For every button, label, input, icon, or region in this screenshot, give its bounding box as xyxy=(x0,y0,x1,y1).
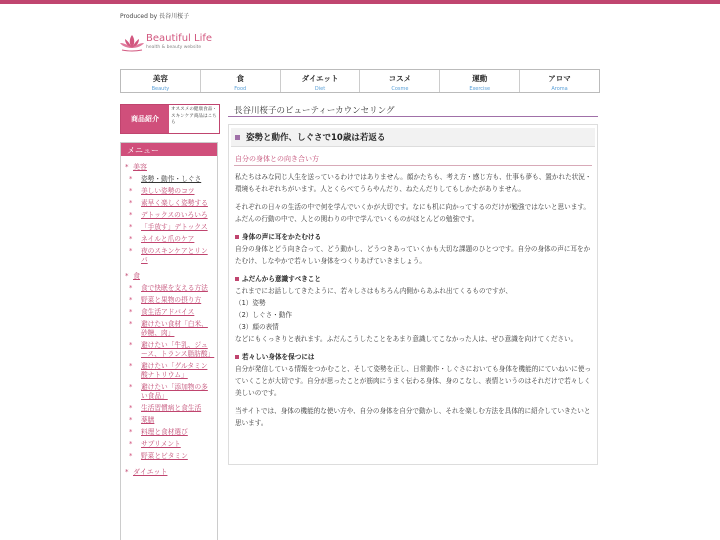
sidebar-category-diet[interactable] xyxy=(125,468,213,477)
sidebar-item-label: 料理と食材選び xyxy=(141,428,188,436)
sidebar-item-label: デトックスのいろいろ xyxy=(141,211,208,219)
category-label: 美容 xyxy=(133,163,147,171)
paragraph: 当サイトでは、身体の機能的な使い方や、自分の身体を自分で動かし、それを楽しむ方法を具体的に紹介していきたいと思います。 xyxy=(235,407,591,427)
subheading-text: 身体の声に耳をかたむける xyxy=(242,233,322,241)
menu-heading: メニュー xyxy=(121,143,217,156)
bullet-icon: * xyxy=(129,247,133,255)
bullet-icon: * xyxy=(129,175,133,183)
list-item: （3）顔の表情 xyxy=(235,323,279,331)
square-icon xyxy=(235,135,240,140)
bullet-icon: * xyxy=(129,235,133,243)
nav-label: 食 xyxy=(236,74,244,83)
bullet-icon: * xyxy=(125,272,129,280)
produced-by: Produced by 長谷川桜子 xyxy=(120,13,190,20)
bullet-icon: * xyxy=(129,296,133,304)
nav-sublabel: Exercise xyxy=(469,86,491,92)
sidebar-item[interactable] xyxy=(129,187,213,196)
list-item: （1）姿勢 xyxy=(235,299,266,307)
sidebar-item-label: 野菜とビタミン xyxy=(141,452,188,460)
nav-sublabel: Cosme xyxy=(391,86,409,92)
nav-sublabel: Aroma xyxy=(551,86,568,92)
bullet-icon: * xyxy=(129,284,133,292)
product-promo-banner[interactable] xyxy=(120,104,220,134)
bullet-icon: * xyxy=(129,452,133,460)
bullet-icon: * xyxy=(125,468,129,476)
product-intro-button[interactable]: 商品紹介 xyxy=(121,105,169,133)
sidebar-item[interactable] xyxy=(129,211,213,220)
sidebar-item[interactable] xyxy=(129,284,213,293)
nav-label: アロマ xyxy=(548,74,571,83)
nav-sublabel: Food xyxy=(234,86,247,92)
subheading xyxy=(234,231,592,243)
nav-label: 美容 xyxy=(152,74,168,83)
logo-title: Beautiful Life xyxy=(146,33,213,44)
sidebar-item[interactable] xyxy=(129,383,213,401)
sidebar-item[interactable] xyxy=(129,199,213,208)
bullet-icon: * xyxy=(129,211,133,219)
paragraph: 自分の身体とどう向き合って、どう動かし、どうつきあっていくかも大切な課題のひとつです。自分の身体の声に耳をかたむけ、しなやかで若々しい身体をつくりあげていきましょう。 xyxy=(235,245,591,265)
subheading xyxy=(234,273,592,285)
paragraph: それぞれの日々の生活の中で何を学んでいくかが大切です。なにも机に向かってするのだけが勉強ではないと思います。ふだんの行動の中で、人との関わりの中で学んでいくものがほとんどの勉強です。 xyxy=(235,203,591,223)
sidebar-item[interactable] xyxy=(129,296,213,305)
paragraph: 私たちはみな同じ人生を送っているわけではありません。顔かたちも、考え方・感じ方も、仕事も夢も、置かれた状況・環境もそれぞれちがいます。人とくらべてうらやんだり、ねたんだりしてもしかたがありません。 xyxy=(235,173,592,193)
bullet-icon: * xyxy=(129,428,133,436)
category-label: ダイエット xyxy=(133,468,168,476)
paragraph: などにもくっきりと表れます。ふだんこうしたことをあまり意識してこなかった人は、ぜひ意識を向けてください。 xyxy=(235,335,578,343)
sidebar-item[interactable] xyxy=(129,308,213,317)
sidebar-item-label: 素早く楽しく姿勢する xyxy=(141,199,208,207)
sidebar-item[interactable] xyxy=(129,235,213,244)
sidebar-item-label: 「手放す」デトックス xyxy=(141,223,208,231)
sidebar-item-label: 避けたい食材「白米、砂糖、肉」 xyxy=(141,320,208,337)
sidebar-item-label: 薬膳 xyxy=(141,416,155,424)
page-title: 長谷川桜子のビューティーカウンセリング xyxy=(228,104,598,117)
logo-subtitle: health & beauty website xyxy=(146,45,202,50)
main-content xyxy=(228,104,598,427)
promo-text: オススメの健康食品・スキンケア商品はこちら xyxy=(171,107,217,125)
bullet-icon: * xyxy=(129,362,133,370)
square-icon xyxy=(235,277,239,281)
sidebar-item-label: 食で快眠を支える方法 xyxy=(141,284,208,292)
square-icon xyxy=(235,355,239,359)
sidebar-item-label: ネイルと爪のケア xyxy=(141,235,195,243)
sidebar-item[interactable] xyxy=(129,223,213,232)
nav-beauty[interactable] xyxy=(121,70,201,92)
nav-sublabel: Diet xyxy=(314,86,326,92)
bullet-icon: * xyxy=(129,199,133,207)
nav-sublabel: Beauty xyxy=(151,86,170,92)
nav-aroma[interactable] xyxy=(520,70,599,92)
sidebar-item[interactable] xyxy=(129,416,213,425)
paragraph: これまでにお話ししてきたように、若々しさはもちろん内側からあふれ出てくるものですが、 xyxy=(235,287,512,295)
sidebar-item[interactable] xyxy=(129,341,215,359)
nav-exercise[interactable] xyxy=(440,70,520,92)
main-nav xyxy=(120,69,600,93)
bullet-icon: * xyxy=(129,308,133,316)
nav-label: コスメ xyxy=(388,74,412,83)
sidebar-item-label: サプリメント xyxy=(141,440,181,448)
sidebar-menu xyxy=(121,156,217,477)
sidebar-item-label: 美しい姿勢のコツ xyxy=(141,187,195,195)
paragraph: 自分が発信している情報をつかむこと、そして姿勢を正し、日常動作・しぐさにおいても身体を機能的にていねいに使っていくことが大切です。自分が思ったことが筋肉にうまく伝わる身体、身のこなし、表情というのはそれだけで若々しく美しいのです。 xyxy=(235,365,592,397)
category-label: 食 xyxy=(133,272,140,280)
sidebar-item[interactable] xyxy=(129,428,213,437)
sidebar-item[interactable] xyxy=(129,247,213,265)
sidebar-item[interactable] xyxy=(129,440,213,449)
sidebar-item[interactable] xyxy=(129,320,213,338)
article-heading-text: 姿勢と動作、しぐさで10歳は若返る xyxy=(246,133,386,143)
bullet-icon: * xyxy=(129,320,133,328)
bullet-icon: * xyxy=(129,187,133,195)
sidebar-item[interactable] xyxy=(129,362,213,380)
nav-label: ダイエット xyxy=(301,74,339,83)
article-box xyxy=(228,124,598,465)
sidebar-item-label: 生活習慣病と食生活 xyxy=(141,404,202,412)
sidebar-category-beauty[interactable] xyxy=(125,163,213,172)
sidebar-item-label: 野菜と果物の摂り方 xyxy=(141,296,202,304)
sidebar-item-label: 避けたい「グルタミン酸ナトリウム」 xyxy=(141,362,208,379)
bullet-icon: * xyxy=(129,223,133,231)
bullet-icon: * xyxy=(125,163,129,171)
bullet-icon: * xyxy=(129,440,133,448)
lotus-icon xyxy=(119,33,145,53)
site-logo[interactable] xyxy=(119,31,229,55)
sidebar-item[interactable] xyxy=(129,404,213,413)
bullet-icon: * xyxy=(129,383,133,391)
sidebar-item[interactable] xyxy=(129,452,213,461)
sidebar-item-label: 夜のスキンケアとリンパ xyxy=(141,247,208,264)
top-accent-bar xyxy=(0,0,720,4)
sidebar-item-label: 避けたい「添加物の多い食品」 xyxy=(141,383,208,400)
sidebar-category-food[interactable] xyxy=(125,272,213,281)
nav-label: 運動 xyxy=(472,74,488,83)
section-heading: 自分の身体との向き合い方 xyxy=(234,154,592,166)
subheading xyxy=(234,351,592,363)
sidebar-item-label: 姿勢・動作・しぐさ xyxy=(141,175,202,183)
list-item: （2）しぐさ・動作 xyxy=(235,311,292,319)
bullet-icon: * xyxy=(129,416,133,424)
sidebar-item-label: 食生活アドバイス xyxy=(141,308,195,316)
sidebar-item[interactable] xyxy=(129,175,213,184)
article-heading xyxy=(231,128,595,147)
bullet-icon: * xyxy=(129,341,133,349)
nav-diet[interactable] xyxy=(281,70,361,92)
subheading-text: 若々しい身体を保つには xyxy=(242,353,315,361)
bullet-icon: * xyxy=(129,404,133,412)
nav-food[interactable] xyxy=(201,70,281,92)
nav-cosme[interactable] xyxy=(360,70,440,92)
square-icon xyxy=(235,235,239,239)
sidebar-item-label: 避けたい「牛乳、ジュース、トランス脂肪酸」 xyxy=(141,341,215,358)
sidebar xyxy=(120,142,218,540)
subheading-text: ふだんから意識すべきこと xyxy=(242,275,321,283)
